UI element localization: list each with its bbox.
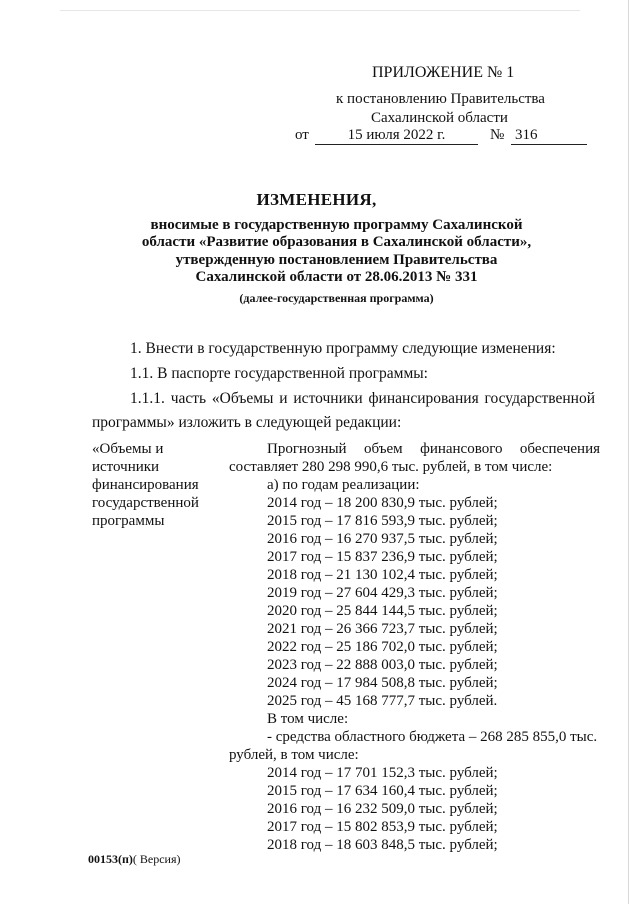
regional-year-row: 2017 год – 15 802 853,9 тыс. рублей;: [267, 819, 498, 835]
number-label: №: [490, 127, 505, 143]
paragraph-1-1: 1.1. В паспорте государственной программы:: [130, 365, 428, 382]
year-row: 2016 год – 16 270 937,5 тыс. рублей;: [267, 531, 498, 547]
doc-subtitle-line-3: утвержденную постановлением Правительства: [175, 252, 498, 268]
year-row: 2023 год – 22 888 003,0 тыс. рублей;: [267, 657, 498, 673]
annex-date-row: [295, 127, 595, 147]
paragraph-1-1-1: 1.1.1. часть «Объемы и источники финансирования государственной: [130, 390, 595, 407]
page-edge-right: [628, 0, 629, 904]
year-row: 2021 год – 26 366 723,7 тыс. рублей;: [267, 621, 498, 637]
paragraph-1: 1. Внести в государственную программу следующие изменения:: [130, 340, 556, 357]
year-row: 2018 год – 21 130 102,4 тыс. рублей;: [267, 567, 498, 583]
doc-version: ( Версия): [132, 852, 181, 866]
year-row: 2015 год – 17 816 593,9 тыс. рублей;: [267, 513, 498, 529]
doc-footer: [88, 852, 181, 867]
doc-subtitle-line-1: вносимые в государственную программу Сахалинской: [150, 217, 523, 233]
paragraph-1-1-1-cont: программы» изложить в следующей редакции:: [92, 414, 402, 431]
annex-line-1: к постановлению Правительства: [336, 91, 545, 107]
year-row: 2017 год – 15 837 236,9 тыс. рублей;: [267, 549, 498, 565]
annex-line-2: Сахалинской области: [371, 110, 508, 126]
resolution-date: 15 июля 2022 г.: [315, 127, 478, 145]
label-line: программы: [92, 513, 165, 529]
doc-code: 00153(п): [88, 852, 133, 866]
regional-year-row: 2014 год – 17 701 152,3 тыс. рублей;: [267, 765, 498, 781]
year-row: 2014 год – 18 200 830,9 тыс. рублей;: [267, 495, 498, 511]
funding-intro-line-1: Прогнозный объем финансового обеспечения: [267, 441, 600, 457]
regional-year-row: 2016 год – 16 232 509,0 тыс. рублей;: [267, 801, 498, 817]
doc-subtitle-line-4: Сахалинской области от 28.06.2013 № 331: [195, 269, 478, 285]
label-line: государственной: [92, 495, 199, 511]
regional-year-row: 2015 год – 17 634 160,4 тыс. рублей;: [267, 783, 498, 799]
label-line: финансирования: [92, 477, 199, 493]
doc-subtitle-line-2: области «Развитие образования в Сахалинской области»,: [141, 234, 532, 250]
year-row: 2019 год – 27 604 429,3 тыс. рублей;: [267, 585, 498, 601]
year-row: 2024 год – 17 984 508,8 тыс. рублей;: [267, 675, 498, 691]
including-label: В том числе:: [267, 711, 349, 727]
year-row: 2025 год – 45 168 777,7 тыс. рублей.: [267, 693, 498, 709]
label-line: «Объемы и: [92, 441, 164, 457]
doc-title: ИЗМЕНЕНИЯ,: [256, 190, 377, 209]
regional-budget-line-1: - средства областного бюджета – 268 285 855,0 тыс.: [267, 729, 598, 745]
label-line: источники: [92, 459, 160, 475]
resolution-number: 316: [511, 127, 587, 145]
regional-budget-line-2: рублей, в том числе:: [229, 747, 359, 763]
page-edge-top: [60, 10, 580, 11]
year-row: 2020 год – 25 844 144,5 тыс. рублей;: [267, 603, 498, 619]
annex-title: ПРИЛОЖЕНИЕ № 1: [372, 64, 515, 81]
from-label: от: [295, 127, 309, 143]
passport-field-value: [229, 440, 600, 854]
funding-intro-line-2: составляет 280 298 990,6 тыс. рублей, в том числе:: [229, 459, 553, 475]
doc-subtitle-note: (далее-государственная программа): [239, 291, 434, 305]
year-row: 2022 год – 25 186 702,0 тыс. рублей;: [267, 639, 498, 655]
regional-year-row: 2018 год – 18 603 848,5 тыс. рублей;: [267, 837, 498, 853]
by-years-label: а) по годам реализации:: [267, 477, 420, 493]
passport-field-label: [92, 440, 199, 530]
